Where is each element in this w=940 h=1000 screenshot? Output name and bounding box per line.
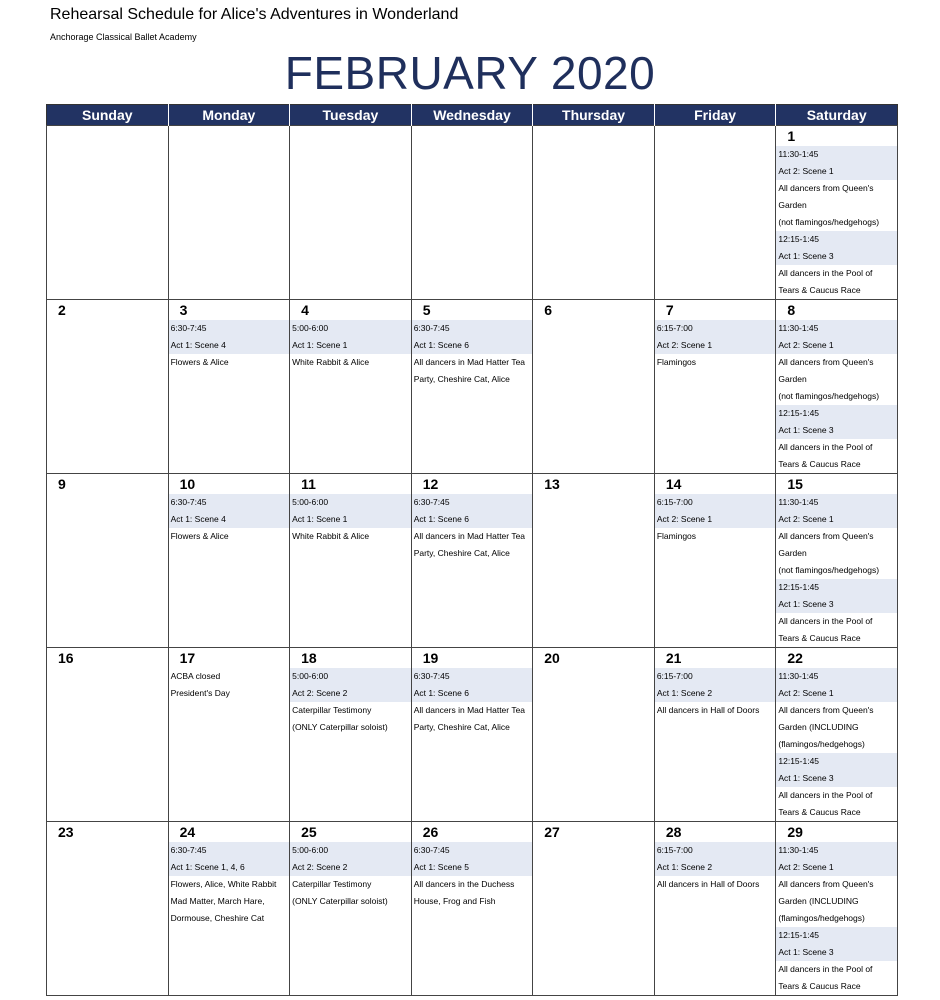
schedule-line: Act 1: Scene 6 [412,511,533,528]
day-cell [47,474,169,648]
day-cell [290,822,412,996]
day-number: 29 [787,824,803,840]
schedule-line: Act 1: Scene 3 [776,422,897,439]
schedule-line: 6:15-7:00 [655,668,776,685]
schedule-line: Act 2: Scene 1 [655,337,776,354]
schedule-line: 5:00-6:00 [290,320,411,337]
day-cell [168,300,290,474]
day-cell [168,474,290,648]
schedule-line: Flowers, Alice, White Rabbit [170,879,277,889]
day-cell [776,822,898,996]
schedule-line: All dancers in the Pool of [778,616,873,626]
schedule-line: Act 1: Scene 3 [776,944,897,961]
weekday-header-row [47,105,898,126]
day-number: 26 [422,824,439,840]
schedule-line: House, Frog and Fish [413,896,496,906]
schedule-line: 12:15-1:45 [776,753,897,770]
schedule-line: All dancers in the Pool of [778,790,873,800]
day-cell [168,126,290,300]
schedule-line: 12:15-1:45 [776,927,897,944]
day-cell [290,648,412,822]
schedule-line: 12:15-1:45 [776,579,897,596]
schedule-line: 12:15-1:45 [776,231,897,248]
schedule-line: 11:30-1:45 [776,320,897,337]
schedule-line: ACBA closed [170,671,221,681]
day-number: 24 [179,824,196,840]
schedule-line: Garden [778,548,807,558]
day-cell [168,822,290,996]
day-cell [533,648,655,822]
schedule-line: 6:15-7:00 [655,320,776,337]
document-title: Rehearsal Schedule for Alice's Adventures in Wonderland [50,6,459,23]
schedule-line: Act 2: Scene 1 [776,163,897,180]
schedule-line: White Rabbit & Alice [292,357,370,367]
day-cell [290,126,412,300]
day-number: 4 [301,302,309,318]
day-number: 18 [301,650,317,666]
week-row [47,822,898,996]
day-cell [290,300,412,474]
weekday-sunday: Sunday [47,105,169,126]
schedule-line: (not flamingos/hedgehogs) [778,391,880,401]
day-cell [654,126,776,300]
document-subtitle: Anchorage Classical Ballet Academy [50,32,197,42]
weekday-monday: Monday [168,105,290,126]
schedule-line: All dancers in Mad Hatter Tea [413,357,526,367]
calendar-grid [46,104,898,996]
schedule-line: (not flamingos/hedgehogs) [778,565,880,575]
day-cell [654,474,776,648]
schedule-line: Flamingos [656,531,697,541]
schedule-line: 6:30-7:45 [412,320,533,337]
month-heading: FEBRUARY 2020 [284,47,656,99]
schedule-line: Tears & Caucus Race [778,459,861,469]
day-number: 13 [544,476,560,492]
schedule-line: All dancers in the Pool of [778,442,873,452]
day-cell [776,474,898,648]
day-number: 9 [58,476,66,492]
schedule-line: Caterpillar Testimony [292,879,372,889]
day-cell [411,126,533,300]
day-number: 10 [179,476,196,492]
day-number: 12 [422,476,439,492]
schedule-line: Act 1: Scene 1, 4, 6 [169,859,290,876]
schedule-line: 11:30-1:45 [776,842,897,859]
schedule-line: All dancers from Queen's [778,705,874,715]
schedule-line: 6:30-7:45 [169,842,290,859]
schedule-line: Act 1: Scene 3 [776,770,897,787]
day-cell [533,126,655,300]
day-number: 27 [544,824,560,840]
schedule-line: Act 1: Scene 5 [412,859,533,876]
day-cell [533,300,655,474]
schedule-line: Act 2: Scene 2 [290,859,411,876]
schedule-line: All dancers in the Pool of [778,964,873,974]
week-row [47,648,898,822]
schedule-line: 6:30-7:45 [412,668,533,685]
schedule-line: 5:00-6:00 [290,494,411,511]
week-row [47,126,898,300]
day-number: 20 [544,650,560,666]
schedule-line: Garden [778,374,807,384]
schedule-line: Act 1: Scene 1 [290,337,411,354]
schedule-line: All dancers in the Duchess [413,879,515,889]
day-number: 3 [179,302,188,318]
schedule-line: Tears & Caucus Race [778,285,861,295]
day-cell [654,648,776,822]
schedule-line: All dancers in the Pool of [778,268,873,278]
day-cell [47,648,169,822]
schedule-line: Act 1: Scene 2 [655,685,776,702]
schedule-line: Flowers & Alice [170,357,229,367]
schedule-line: 6:15-7:00 [655,494,776,511]
schedule-line: (ONLY Caterpillar soloist) [292,722,388,732]
day-number: 21 [665,650,682,666]
schedule-line: Act 2: Scene 1 [776,685,897,702]
schedule-line: All dancers in Hall of Doors [656,705,760,715]
schedule-line: Garden [778,200,807,210]
schedule-line: 6:30-7:45 [169,494,290,511]
day-cell [47,126,169,300]
schedule-line: Tears & Caucus Race [778,981,861,991]
day-number: 1 [787,128,796,144]
schedule-line: (flamingos/hedgehogs) [778,913,865,923]
day-cell [776,300,898,474]
schedule-line: Tears & Caucus Race [778,633,861,643]
schedule-line: Act 1: Scene 1 [290,511,411,528]
schedule-line: Act 1: Scene 3 [776,596,897,613]
schedule-line: Act 1: Scene 6 [412,337,533,354]
day-cell [411,474,533,648]
schedule-line: All dancers from Queen's [778,879,874,889]
schedule-line: All dancers in Mad Hatter Tea [413,705,526,715]
week-row [47,300,898,474]
day-number: 22 [787,650,803,666]
schedule-line: 6:15-7:00 [655,842,776,859]
schedule-line: 6:30-7:45 [412,494,533,511]
day-number: 23 [58,824,74,840]
day-cell [47,822,169,996]
day-number: 28 [665,824,682,840]
day-number: 14 [665,476,682,492]
schedule-line: Act 1: Scene 2 [655,859,776,876]
schedule-line: Tears & Caucus Race [778,807,861,817]
day-number: 6 [544,302,553,318]
schedule-line: President's Day [170,688,230,698]
schedule-line: 6:30-7:45 [412,842,533,859]
day-number: 15 [787,476,803,492]
day-number: 17 [179,650,196,666]
weekday-thursday: Thursday [533,105,655,126]
week-row [47,474,898,648]
schedule-line: Mad Matter, March Hare, [170,896,265,906]
weekday-saturday: Saturday [776,105,898,126]
weekday-wednesday: Wednesday [411,105,533,126]
schedule-line: All dancers from Queen's [778,357,874,367]
schedule-line: 11:30-1:45 [776,668,897,685]
weekday-friday: Friday [654,105,776,126]
schedule-line: (not flamingos/hedgehogs) [778,217,880,227]
day-cell [47,300,169,474]
day-cell [411,300,533,474]
day-cell [533,474,655,648]
schedule-line: (ONLY Caterpillar soloist) [292,896,388,906]
schedule-line: 5:00-6:00 [290,668,411,685]
schedule-line: Act 2: Scene 1 [655,511,776,528]
schedule-line: Party, Cheshire Cat, Alice [413,548,510,558]
schedule-line: 11:30-1:45 [776,494,897,511]
day-number: 8 [787,302,796,318]
day-cell [776,126,898,300]
day-cell [654,822,776,996]
schedule-line: Dormouse, Cheshire Cat [170,913,265,923]
schedule-line: Garden (INCLUDING [778,722,859,732]
day-number: 7 [665,302,674,318]
schedule-line: Act 2: Scene 2 [290,685,411,702]
schedule-line: Flowers & Alice [170,531,229,541]
schedule-line: All dancers in Mad Hatter Tea [413,531,526,541]
day-number: 11 [301,476,316,492]
schedule-line: Act 1: Scene 6 [412,685,533,702]
day-number: 25 [301,824,317,840]
schedule-line: Act 1: Scene 4 [169,337,290,354]
day-number: 5 [422,302,431,318]
schedule-line: Party, Cheshire Cat, Alice [413,722,510,732]
schedule-line: White Rabbit & Alice [292,531,370,541]
calendar-body [47,126,898,996]
schedule-line: All dancers from Queen's [778,183,874,193]
schedule-line: 12:15-1:45 [776,405,897,422]
day-cell [290,474,412,648]
day-cell [654,300,776,474]
day-cell [533,822,655,996]
schedule-line: Party, Cheshire Cat, Alice [413,374,510,384]
schedule-line: All dancers in Hall of Doors [656,879,760,889]
schedule-line: All dancers from Queen's [778,531,874,541]
schedule-line: Garden (INCLUDING [778,896,859,906]
schedule-line: 6:30-7:45 [169,320,290,337]
day-number: 16 [58,650,74,666]
schedule-line: Act 2: Scene 1 [776,859,897,876]
schedule-line: Caterpillar Testimony [292,705,372,715]
weekday-tuesday: Tuesday [290,105,412,126]
day-cell [168,648,290,822]
day-number: 2 [58,302,66,318]
schedule-line: (flamingos/hedgehogs) [778,739,865,749]
day-cell [411,648,533,822]
schedule-line: Flamingos [656,357,697,367]
schedule-line: Act 2: Scene 1 [776,337,897,354]
schedule-line: Act 2: Scene 1 [776,511,897,528]
day-cell [411,822,533,996]
day-number: 19 [422,650,439,666]
schedule-line: 11:30-1:45 [776,146,897,163]
day-cell [776,648,898,822]
schedule-line: Act 1: Scene 3 [776,248,897,265]
schedule-line: 5:00-6:00 [290,842,411,859]
schedule-line: Act 1: Scene 4 [169,511,290,528]
